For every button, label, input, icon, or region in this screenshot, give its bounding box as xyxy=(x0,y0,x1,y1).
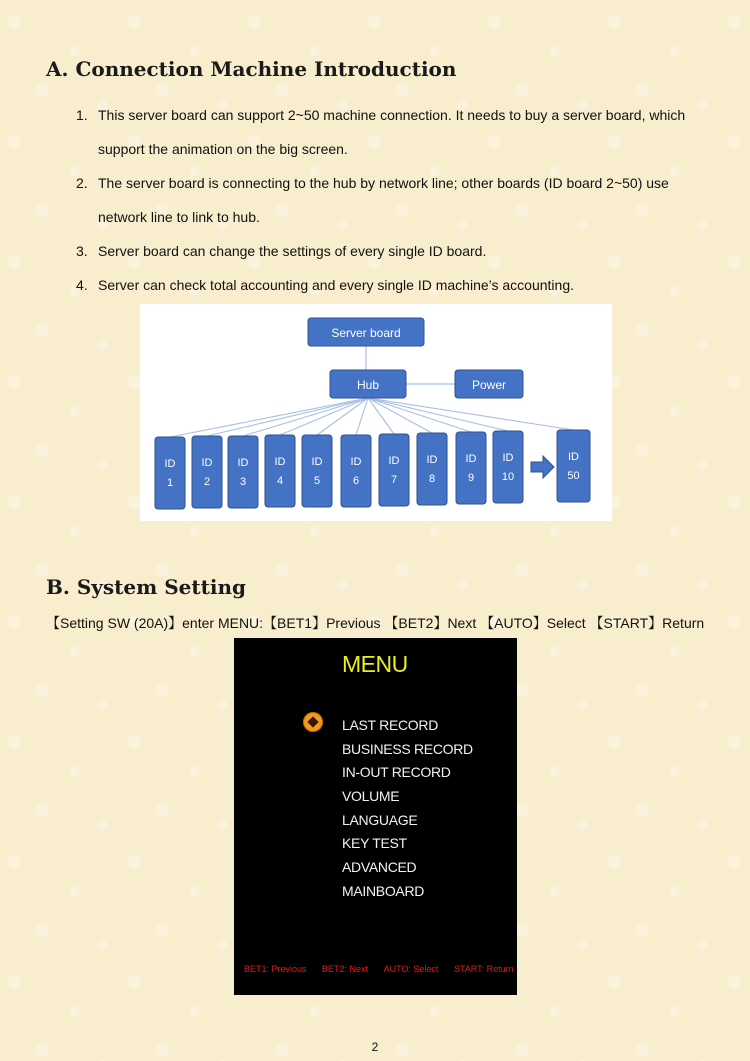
id-board-box xyxy=(302,435,332,507)
footer-bet1: BET1: Previous xyxy=(244,964,307,974)
id-number-label: 4 xyxy=(276,475,284,487)
id-number-label: 8 xyxy=(428,473,436,485)
hub-id-connector xyxy=(207,398,368,436)
footer-auto: AUTO: Select xyxy=(383,964,439,974)
id-board-box xyxy=(192,436,222,508)
hub-id-connector xyxy=(356,398,368,435)
menu-item-business-record[interactable]: BUSINESS RECORD xyxy=(342,740,473,757)
power-label: Power xyxy=(471,378,507,392)
id-prefix-label: ID xyxy=(164,458,176,470)
id-prefix-label: ID xyxy=(201,457,213,469)
id-number-label: 5 xyxy=(313,475,321,487)
id-number-label: 9 xyxy=(467,472,475,484)
id-prefix-label: ID xyxy=(311,456,323,468)
id-number-label: 10 xyxy=(501,471,515,483)
item-number: 1. xyxy=(76,107,88,123)
id-prefix-label: ID xyxy=(237,457,249,469)
intro-item-2 xyxy=(46,166,706,234)
setting-instructions: 【Setting SW (20A)】enter MENU:【BET1】Previous 【BET2】Next 【AUTO】Select 【START】Return xyxy=(46,615,705,631)
menu-item-advanced[interactable]: ADVANCED xyxy=(342,859,417,876)
menu-item-in-out-record[interactable]: IN-OUT RECORD xyxy=(342,764,451,781)
item-number: 3. xyxy=(76,243,88,259)
id-board-box xyxy=(155,437,185,509)
id-prefix-label: ID xyxy=(274,456,286,468)
menu-item-last-record[interactable]: LAST RECORD xyxy=(342,717,439,733)
item-line: This server board can support 2~50 machine connection. It needs to buy a server board, which xyxy=(98,107,686,123)
id-number-label: 6 xyxy=(352,475,360,487)
id-number-label: 2 xyxy=(203,476,211,488)
id-board-box xyxy=(557,430,590,502)
id-prefix-label: ID xyxy=(465,453,477,465)
intro-item-4 xyxy=(46,268,706,302)
menu-item-mainboard[interactable]: MAINBOARD xyxy=(342,882,425,899)
hub-id-connector xyxy=(368,398,471,432)
menu-item-language[interactable]: LANGUAGE xyxy=(342,811,418,828)
menu-item-volume[interactable]: VOLUME xyxy=(342,788,400,805)
intro-item-1 xyxy=(46,98,706,166)
page-number: 2 xyxy=(371,1040,379,1054)
heading-connection-intro: A. Connection Machine Introduction xyxy=(46,57,457,81)
id-prefix-label: ID xyxy=(502,452,514,464)
item-line: Server board can change the settings of every single ID board. xyxy=(98,243,487,259)
hub-id-connector xyxy=(368,398,508,431)
item-line: The server board is connecting to the hub by network line; other boards (ID board 2~50) use xyxy=(98,175,669,191)
right-arrow-icon xyxy=(531,456,554,478)
hub-id-connector xyxy=(170,398,368,437)
menu-list xyxy=(342,714,473,904)
id-board-box xyxy=(228,436,258,508)
hub-id-connector xyxy=(368,398,574,430)
network-diagram-svg xyxy=(140,304,612,521)
id-prefix-label: ID xyxy=(568,451,579,463)
menu-title: MENU xyxy=(342,651,408,677)
server-board-label: Server board xyxy=(331,326,401,340)
id-board-box xyxy=(265,435,295,507)
intro-item-3 xyxy=(46,234,706,268)
id-number-label: 7 xyxy=(390,474,398,486)
coin-cursor-icon xyxy=(303,712,323,732)
item-line: network line to link to hub. xyxy=(98,209,260,225)
intro-list xyxy=(46,98,706,302)
hub-label: Hub xyxy=(356,378,380,392)
id-prefix-label: ID xyxy=(350,456,362,468)
hub-id-connector xyxy=(243,398,368,436)
id-number-label: 50 xyxy=(567,470,580,482)
id-board-box xyxy=(379,434,409,506)
menu-screenshot xyxy=(234,638,517,995)
item-number: 2. xyxy=(76,175,88,191)
footer-start: START: Return xyxy=(453,964,514,974)
id-prefix-label: ID xyxy=(388,455,400,467)
item-line: Server can check total accounting and every single ID machine’s accounting. xyxy=(98,277,575,293)
footer-bet2: BET2: Next xyxy=(322,964,369,974)
id-board-box xyxy=(493,431,523,503)
item-number: 4. xyxy=(76,277,88,293)
network-diagram xyxy=(140,304,612,521)
id-board-box xyxy=(456,432,486,504)
id-board-box xyxy=(341,435,371,507)
id-board-box xyxy=(417,433,447,505)
menu-footer xyxy=(244,964,514,974)
id-number-label: 1 xyxy=(166,477,174,489)
item-line: support the animation on the big screen. xyxy=(98,141,348,157)
id-number-label: 3 xyxy=(239,476,247,488)
heading-system-setting: B. System Setting xyxy=(46,575,247,599)
id-prefix-label: ID xyxy=(426,454,438,466)
menu-item-key-test[interactable]: KEY TEST xyxy=(342,835,407,852)
